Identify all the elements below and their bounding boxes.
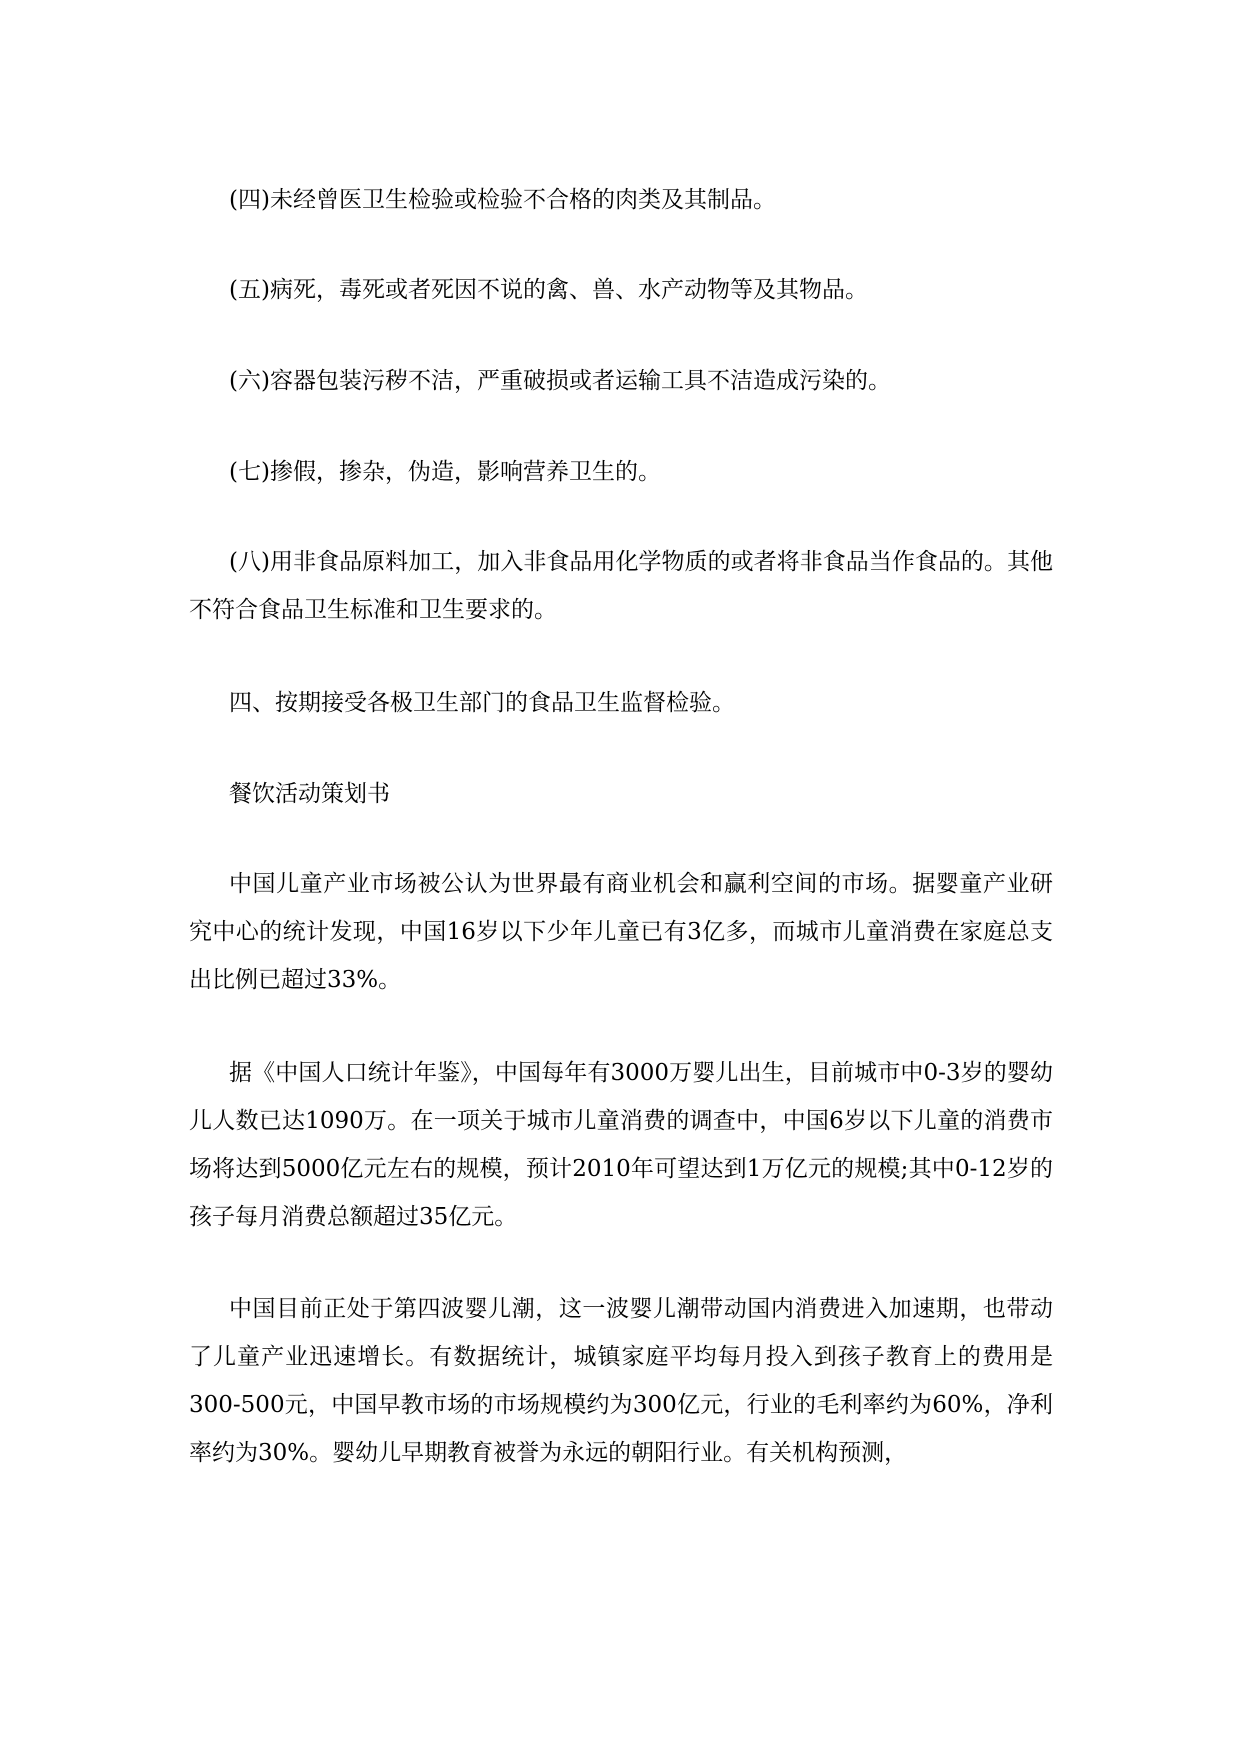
paragraph-market-overview: 中国儿童产业市场被公认为世界最有商业机会和赢利空间的市场。据婴童产业研究中心的统计发现，中国16岁以下少年儿童已有3亿多，而城市儿童消费在家庭总支出比例已超过33%。: [189, 871, 1053, 993]
section-heading: 餐饮活动策划书: [229, 781, 390, 807]
paragraph-item-5: (五)病死，毒死或者死因不说的禽、兽、水产动物等及其物品。: [229, 277, 868, 303]
paragraph-item-8: (八)用非食品原料加工，加入非食品用化学物质的或者将非食品当作食品的。其他不符合食品卫生标准和卫生要求的。: [189, 549, 1053, 623]
paragraph-item-7: (七)掺假，掺杂，伪造，影响营养卫生的。: [229, 459, 661, 485]
paragraph-section-4: 四、按期接受各极卫生部门的食品卫生监督检验。: [229, 690, 735, 716]
paragraph-baby-boom: 中国目前正处于第四波婴儿潮，这一波婴儿潮带动国内消费进入加速期，也带动了儿童产业迅速增长。有数据统计，城镇家庭平均每月投入到孩子教育上的费用是300-500元，中国早教市场的市场规模约为300亿元，行业的毛利率约为60%，净利率约为30%。婴幼儿早期教育被誉为永远的朝阳行业。有关机构预测，: [189, 1296, 1053, 1466]
paragraph-item-6: (六)容器包装污秽不洁，严重破损或者运输工具不洁造成污染的。: [229, 368, 891, 394]
paragraph-item-4: (四)未经曾医卫生检验或检验不合格的肉类及其制品。: [229, 187, 776, 213]
paragraph-population-stats: 据《中国人口统计年鉴》，中国每年有3000万婴儿出生，目前城市中0-3岁的婴幼儿人数已达1090万。在一项关于城市儿童消费的调查中，中国6岁以下儿童的消费市场将达到5000亿元左右的规模，预计2010年可望达到1万亿元的规模;其中0-12岁的孩子每月消费总额超过35亿元。: [189, 1060, 1053, 1230]
